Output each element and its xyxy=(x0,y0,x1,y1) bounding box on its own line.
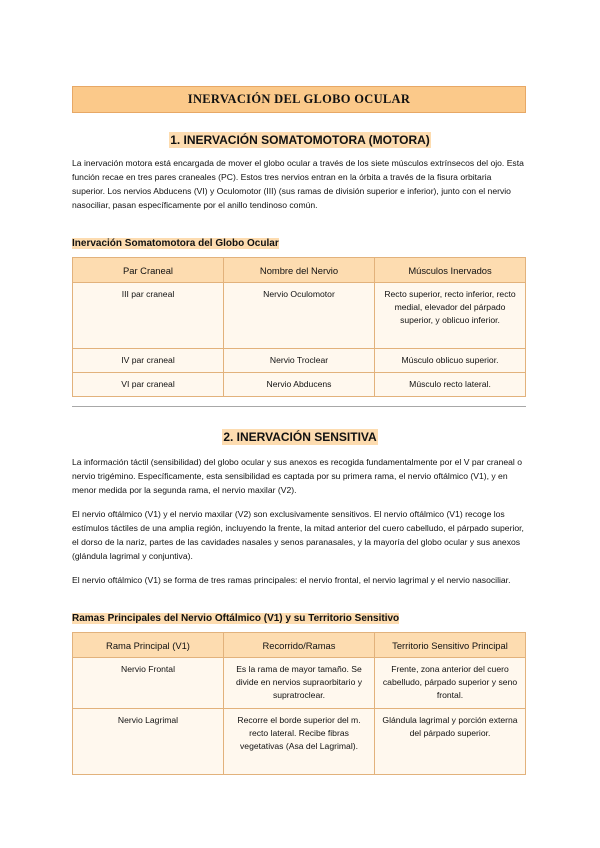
table-header-row xyxy=(73,633,526,658)
motor-innervation-table xyxy=(72,257,526,397)
table-cell: Recorre el borde superior del m. recto lateral. Recibe fibras vegetativas (Asa del Lagrimal). xyxy=(224,709,375,775)
table-cell: Nervio Frontal xyxy=(73,658,224,709)
table-caption-ophthalmic-text: Ramas Principales del Nervio Oftálmico (V1) y su Territorio Sensitivo xyxy=(72,613,400,624)
table-cell: Frente, zona anterior del cuero cabelludo, párpado superior y seno frontal. xyxy=(375,658,526,709)
table-row xyxy=(73,709,526,775)
header-cell-territory: Territorio Sensitivo Principal xyxy=(375,633,526,658)
table-header-row xyxy=(73,258,526,283)
table-row xyxy=(73,283,526,349)
section-heading-sensitive-text: 2. INERVACIÓN SENSITIVA xyxy=(223,430,377,444)
table-cell: Músculo recto lateral. xyxy=(375,373,526,397)
table-row xyxy=(73,658,526,709)
paragraph-motor-intro: La inervación motora está encargada de mover el globo ocular a través de los siete músculos extrínsecos del ojo. Esta función recae en tres pares craneales (PC). Estos tres nervios entran en la órbita a través de la fisura orbitaria superior. Los nervios Abducens (VI) y Oculomotor (III) (sus ramas de división superior e inferior), junto con el nervio nasociliar, pasan específicamente por el anillo tendinoso común. xyxy=(72,158,524,210)
table-cell: Nervio Lagrimal xyxy=(73,709,224,775)
table-row xyxy=(73,349,526,373)
table-caption-ophthalmic xyxy=(72,613,399,624)
table-caption-motor-text: Inervación Somatomotora del Globo Ocular xyxy=(72,238,279,249)
table-caption-motor xyxy=(72,238,279,249)
table-cell: Nervio Oculomotor xyxy=(224,283,375,349)
table-cell: Nervio Troclear xyxy=(224,349,375,373)
section-heading-motor-text: 1. INERVACIÓN SOMATOMOTORA (MOTORA) xyxy=(170,133,430,147)
table-cell: Nervio Abducens xyxy=(224,373,375,397)
table-cell: Es la rama de mayor tamaño. Se divide en nervios supraorbitario y supratroclear. xyxy=(224,658,375,709)
table-cell: Glándula lagrimal y porción externa del párpado superior. xyxy=(375,709,526,775)
header-cell-route: Recorrido/Ramas xyxy=(224,633,375,658)
section-divider xyxy=(72,406,526,407)
table-cell: VI par craneal xyxy=(73,373,224,397)
section-heading-motor xyxy=(72,131,528,149)
table-cell: Recto superior, recto inferior, recto medial, elevador del párpado superior, y oblicuo inferior. xyxy=(375,283,526,349)
table-cell: Músculo oblicuo superior. xyxy=(375,349,526,373)
table-row xyxy=(73,373,526,397)
table-cell: III par craneal xyxy=(73,283,224,349)
paragraph-sensitive-intro: La información táctil (sensibilidad) del globo ocular y sus anexos es recogida fundamentalmente por el V par craneal o nervio trigémino. Específicamente, esta sensibilidad es captada por su primera rama, el nervio oftálmico (V1), y en menor medida por la segunda rama, el nervio maxilar (V2). xyxy=(72,457,522,495)
paragraph-ophthalmic-branches: El nervio oftálmico (V1) se forma de tres ramas principales: el nervio frontal, el nervio lagrimal y el nervio nasociliar. xyxy=(72,575,511,585)
header-cell-nerve-name: Nombre del Nervio xyxy=(224,258,375,283)
section-heading-sensitive xyxy=(72,428,528,446)
ophthalmic-branches-table xyxy=(72,632,526,775)
document-title: INERVACIÓN DEL GLOBO OCULAR xyxy=(72,86,526,113)
header-cell-par-craneal: Par Craneal xyxy=(73,258,224,283)
header-cell-muscles: Músculos Inervados xyxy=(375,258,526,283)
table-cell: IV par craneal xyxy=(73,349,224,373)
paragraph-ophthalmic-region: El nervio oftálmico (V1) y el nervio maxilar (V2) son exclusivamente sensitivos. El nervio oftálmico (V1) recoge los estímulos táctiles de una amplia región, incluyendo la frente, la mitad anterior del cuero cabelludo, el párpado superior, el dorso de la nariz, partes de las cavidades nasales y senos paranasales, y la mayoría del globo ocular y sus anexos (glándula lagrimal y conjuntiva). xyxy=(72,509,524,561)
header-cell-branch: Rama Principal (V1) xyxy=(73,633,224,658)
